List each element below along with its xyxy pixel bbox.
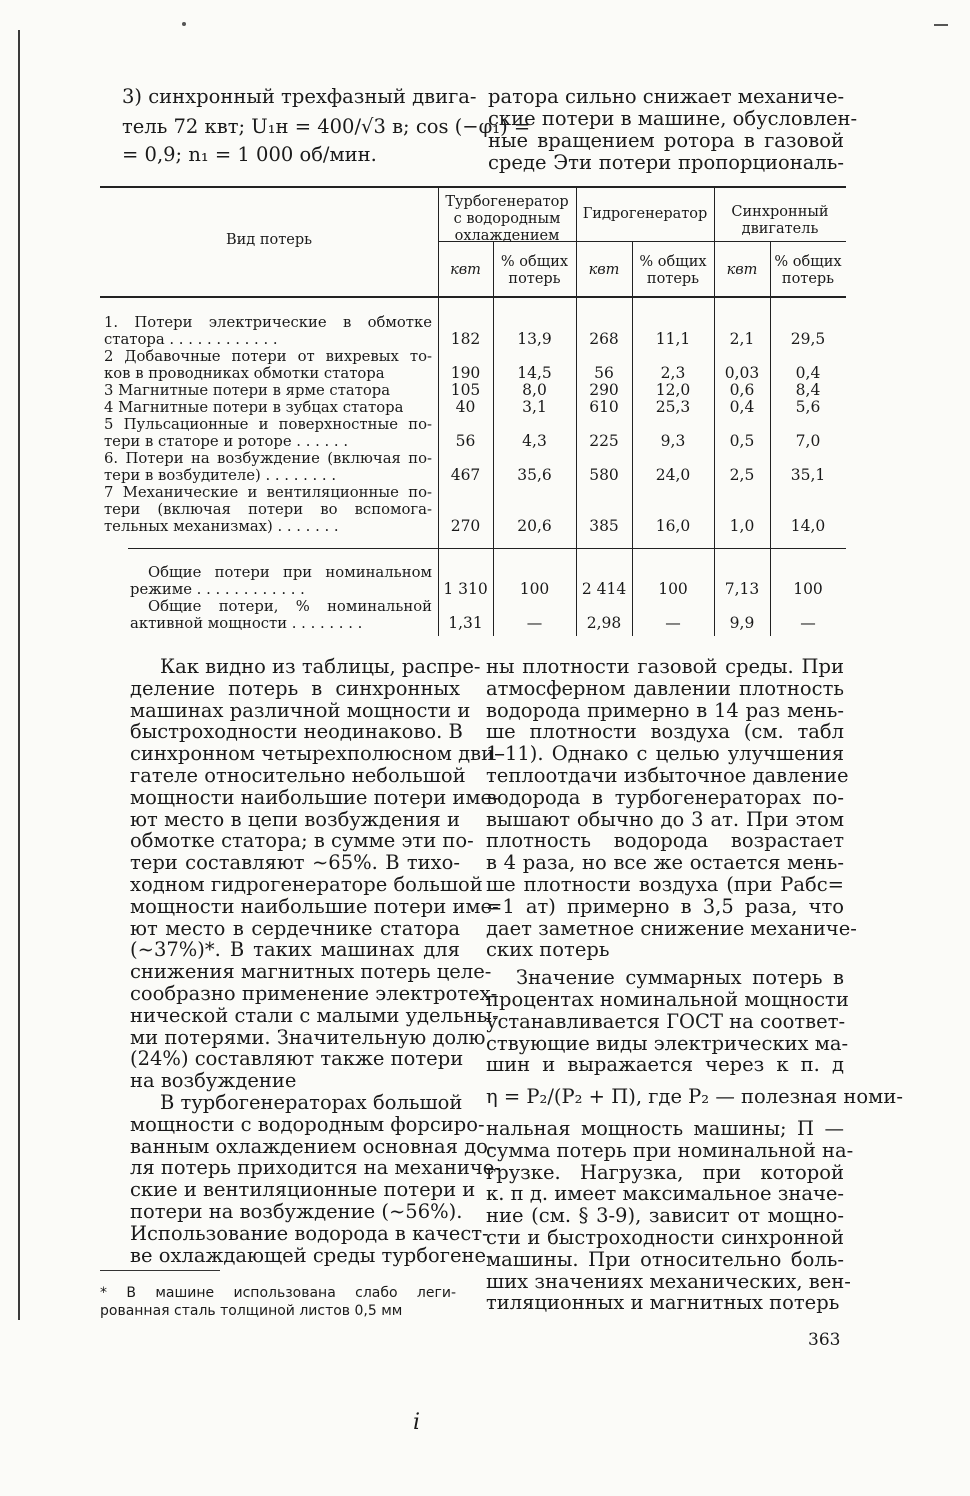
left-column-text (130, 655, 501, 1267)
row-label-line: 3 Магнитные потери в ярме статора (104, 382, 391, 399)
row-label-line: ков в проводниках обмотки статора (104, 365, 385, 382)
table-row-label (104, 484, 432, 535)
text-line: (24%) составляют также потери (130, 1047, 464, 1071)
table-cell-value: — (526, 614, 543, 632)
text-line: нической стали с малыми удельны- (130, 1003, 499, 1027)
subheader-kvt: квт (726, 262, 758, 278)
top-right-paragraph (488, 85, 858, 174)
footnote-line: * В машине использована слабо леги- (100, 1285, 456, 1301)
table-row-label (104, 450, 432, 484)
table-cell-value: 56 (594, 364, 614, 382)
row-label-line: тери в статоре и роторе . . . . . . (104, 433, 349, 450)
header-line: потерь (781, 271, 835, 287)
text-line: тель 72 квт; U₁н = 400/√3 в; cos (−φ₁) = (122, 115, 531, 138)
text-line: ших значениях механических, вен- (486, 1269, 851, 1293)
text-line: сумма потерь при номинальной на- (486, 1138, 854, 1162)
top-left-paragraph (122, 85, 531, 166)
table-cell-value: 268 (589, 330, 619, 348)
text-line: устанавливается ГОСТ на соответ- (486, 1009, 846, 1033)
text-line: плотность водорода возрастает (486, 829, 844, 853)
text-line: ми потерями. Значительную долю (130, 1025, 486, 1049)
table-cell-value: 24,0 (655, 466, 691, 484)
text-line: ские и вентиляционные потери и (130, 1178, 476, 1202)
text-line: В турбогенераторах большой (160, 1090, 463, 1114)
text-line: обмотке статора; в сумме эти по- (130, 829, 474, 853)
text-line: ные вращением ротора в газовой (488, 129, 844, 152)
header-line: с водородным (453, 211, 561, 227)
table-cell-value: 580 (589, 466, 619, 484)
header-line: % общих (639, 254, 707, 270)
table-cell-value: 0,4 (795, 364, 821, 382)
row-label-line: 1. Потери электрические в обмотке (104, 314, 432, 331)
text-line: вышают обычно до 3 ат. При этом (486, 807, 844, 831)
table-cell-value: 5,6 (795, 398, 821, 416)
row-label-line: 4 Магнитные потери в зубцах статора (104, 399, 404, 416)
text-line: водорода в турбогенераторах по- (486, 785, 844, 809)
text-line: ют место в сердечнике статора (130, 916, 460, 940)
text-line: 3) синхронный трехфазный двига- (122, 85, 477, 108)
subheader-kvt: квт (588, 262, 620, 278)
text-line: мощности наибольшие потери име- (130, 785, 499, 809)
table-cell-value: 105 (450, 381, 481, 399)
table-cell-value: 270 (450, 517, 481, 535)
row-label-line: тельных механизмах) . . . . . . . (104, 518, 339, 535)
table-cell-value: 56 (455, 432, 476, 450)
table-cell-value: 385 (589, 517, 619, 535)
table-row-label (104, 348, 432, 382)
text-line: сти и быстроходности синхронной (486, 1225, 844, 1249)
row-label-line: Общие потери, % номинальной (148, 598, 432, 615)
table-cell-value: 610 (589, 398, 619, 416)
text-line: =1 ат) примерно в 3,5 раза, что (486, 894, 844, 918)
table-cell-value: 25,3 (655, 398, 691, 416)
table-cell-value: 9,9 (729, 614, 755, 632)
text-line: нальная мощность машины; П — (486, 1116, 844, 1140)
losses-table (100, 186, 846, 636)
table-row-label (104, 382, 432, 399)
table-cell-value: 14,0 (790, 517, 826, 535)
row-label-line: тери (включая потери во вспомога- (104, 501, 432, 518)
text-line: Значение суммарных потерь в (516, 966, 844, 990)
table-row-label (104, 314, 432, 348)
text-line: быстроходности неодинаково. В (130, 720, 463, 744)
text-line: η = P₂/(P₂ + П), где P₂ — полезная номи- (486, 1085, 903, 1109)
header-line: охлаждением (454, 228, 560, 244)
table-cell-value: 0,6 (729, 381, 755, 399)
table-cell-value: 7,13 (724, 580, 760, 598)
text-line: гателе относительно небольшой (130, 763, 466, 787)
header-line: % общих (500, 254, 569, 270)
table-cell-value: 2,5 (729, 466, 755, 484)
table-cell-value: 29,5 (790, 330, 826, 348)
table-rule (100, 296, 846, 298)
table-cell-value: 290 (589, 381, 619, 399)
table-cell-value: 2,1 (729, 330, 755, 348)
header-line: % общих (774, 254, 842, 270)
table-cell-value: 0,03 (724, 364, 760, 382)
footnote-line: рованная сталь толщиной листов 0,5 мм (100, 1303, 403, 1319)
subheader-kvt: квт (450, 262, 481, 278)
table-cell-value: 467 (450, 466, 481, 484)
text-line: 1-11). Однако с целью улучшения (486, 742, 844, 766)
text-line: водорода примерно в 14 раз мень- (486, 698, 844, 722)
row-label-line: 7 Механические и вентиляционные по- (104, 484, 432, 501)
text-line: ванным охлаждением основная до- (130, 1134, 495, 1158)
header-line: двигатель (741, 221, 819, 237)
text-line: сообразно применение электротех- (130, 981, 498, 1005)
table-row-label (104, 416, 432, 450)
text-line: ских потерь (486, 938, 610, 962)
table-cell-value: 100 (658, 580, 688, 598)
text-line: ше плотности воздуха (при Pабс= (486, 872, 844, 896)
text-line: снижения магнитных потерь целе- (130, 960, 492, 984)
text-line: синхронном четырехполюсном дви- (130, 742, 501, 766)
table-cell-value: 4,3 (522, 432, 547, 450)
header-line: Турбогенератор (445, 194, 569, 210)
table-cell-value: 7,0 (795, 432, 821, 450)
text-line: к. п д. имеет максимальное значе- (486, 1182, 844, 1206)
text-line: ские потери в машине, обусловлен- (488, 107, 858, 130)
row-label-line: статора . . . . . . . . . . . . (104, 331, 278, 348)
table-cell-value: 35,1 (790, 466, 826, 484)
text-line: грузке. Нагрузка, при которой (486, 1160, 844, 1184)
text-line: тери составляют ∼65%. В тихо- (130, 851, 460, 875)
header-line: Гидрогенератор (582, 206, 708, 222)
table-cell-value: 0,5 (729, 432, 755, 450)
scan-edge-line (18, 30, 20, 1320)
text-line: ля потерь приходится на механиче- (130, 1156, 501, 1180)
text-line: в 4 раза, но все же остается мень- (486, 851, 844, 875)
row-label-line: активной мощности . . . . . . . . (130, 615, 363, 632)
text-line: мощности с водородным форсиро- (130, 1112, 485, 1136)
table-cell-value: 190 (450, 364, 481, 382)
text-line: мощности наибольшие потери име- (130, 894, 499, 918)
text-line: машинах различной мощности и (130, 698, 471, 722)
column-header: Вид потерь (225, 232, 313, 248)
table-cell-value: 1 310 (443, 580, 488, 598)
table-rule (128, 548, 846, 549)
column-group-header (714, 204, 846, 238)
row-label-line: 5 Пульсационные и поверхностные по- (104, 416, 432, 433)
table-cell-value: 8,4 (795, 381, 821, 399)
table-cell-value: 2,98 (586, 614, 622, 632)
header-line: потерь (508, 271, 561, 287)
table-cell-value: 9,3 (660, 432, 686, 450)
table-cell-value: 20,6 (517, 517, 552, 535)
table-cell-value: 3,1 (522, 398, 547, 416)
subheader-percent (632, 254, 714, 288)
text-line: тиляционных и магнитных потерь (486, 1291, 840, 1315)
column-group-header (438, 194, 576, 245)
scan-speck (182, 22, 186, 26)
header-line: Синхронный (731, 204, 829, 220)
page-number: 363 (808, 1330, 841, 1350)
text-line: среде Эти потери пропорциональ- (488, 151, 844, 174)
table-total-label (130, 598, 432, 632)
table-cell-value: 1,31 (448, 614, 483, 632)
text-line: на возбуждение (130, 1069, 297, 1093)
table-cell-value: — (800, 614, 816, 632)
table-cell-value: — (665, 614, 681, 632)
table-total-label (130, 564, 432, 598)
text-line: = 0,9; n₁ = 1 000 об/мин. (122, 143, 377, 166)
row-label-line: 2 Добавочные потери от вихревых то- (104, 348, 432, 365)
footnote (100, 1284, 456, 1320)
right-column-text (486, 655, 903, 1315)
text-line: ют место в цепи возбуждения и (130, 807, 460, 831)
row-label-line: тери в возбудителе) . . . . . . . . (104, 467, 337, 484)
subheader-percent (770, 254, 846, 288)
text-line: дает заметное снижение механиче- (486, 916, 857, 940)
text-line: ствующие виды электрических ма- (486, 1031, 849, 1055)
row-label-line: режиме . . . . . . . . . . . . (130, 581, 305, 598)
scan-speck (934, 24, 948, 26)
text-line: ходном гидрогенераторе большой (130, 872, 483, 896)
text-line: ше плотности воздуха (см. табл (486, 720, 844, 744)
row-label-line: Общие потери при номинальном (148, 564, 432, 581)
text-line: атмосферном давлении плотность (486, 676, 844, 700)
column-group-header (576, 206, 714, 223)
table-rule (100, 186, 846, 188)
subheader-percent (493, 254, 576, 288)
table-cell-value: 11,1 (655, 330, 691, 348)
table-cell-value: 1,0 (729, 517, 755, 535)
table-cell-value: 182 (450, 330, 481, 348)
footnote-rule (100, 1270, 220, 1271)
table-cell-value: 13,9 (517, 330, 552, 348)
table-cell-value: 2,3 (660, 364, 686, 382)
table-cell-value: 100 (519, 580, 550, 598)
table-cell-value: 0,4 (729, 398, 755, 416)
table-row-label (104, 399, 432, 416)
table-cell-value: 16,0 (655, 517, 691, 535)
text-line: шин и выражается через к п. д (486, 1053, 844, 1077)
margin-mark: i (413, 1410, 421, 1435)
text-line: процентах номинальной мощности (486, 987, 849, 1011)
text-line: ве охлаждающей среды турбогене- (130, 1243, 493, 1267)
table-cell-value: 40 (455, 398, 476, 416)
text-line: (∼37%)*. В таких машинах для (130, 938, 460, 962)
text-line: деление потерь в синхронных (130, 676, 460, 700)
text-line: Как видно из таблицы, распре- (160, 655, 481, 678)
text-line: ны плотности газовой среды. При (486, 655, 844, 678)
table-cell-value: 12,0 (655, 381, 691, 399)
table-cell-value: 2 414 (581, 580, 627, 598)
header-line: потерь (646, 271, 700, 287)
text-line: Использование водорода в качест- (130, 1221, 489, 1245)
row-label-line: 6. Потери на возбуждение (включая по- (104, 450, 432, 467)
table-cell-value: 100 (793, 580, 823, 598)
text-line: потери на возбуждение (∼56%). (130, 1199, 463, 1223)
text-line: теплоотдачи избыточное давление (486, 763, 849, 787)
table-cell-value: 14,5 (517, 364, 552, 382)
text-line: ние (см. § 3-9), зависит от мощно- (486, 1204, 844, 1228)
table-cell-value: 8,0 (522, 381, 547, 399)
text-line: машины. При относительно боль- (486, 1247, 844, 1271)
text-line: ратора сильно снижает механиче- (488, 85, 845, 108)
table-cell-value: 225 (589, 432, 619, 450)
table-cell-value: 35,6 (517, 466, 552, 484)
